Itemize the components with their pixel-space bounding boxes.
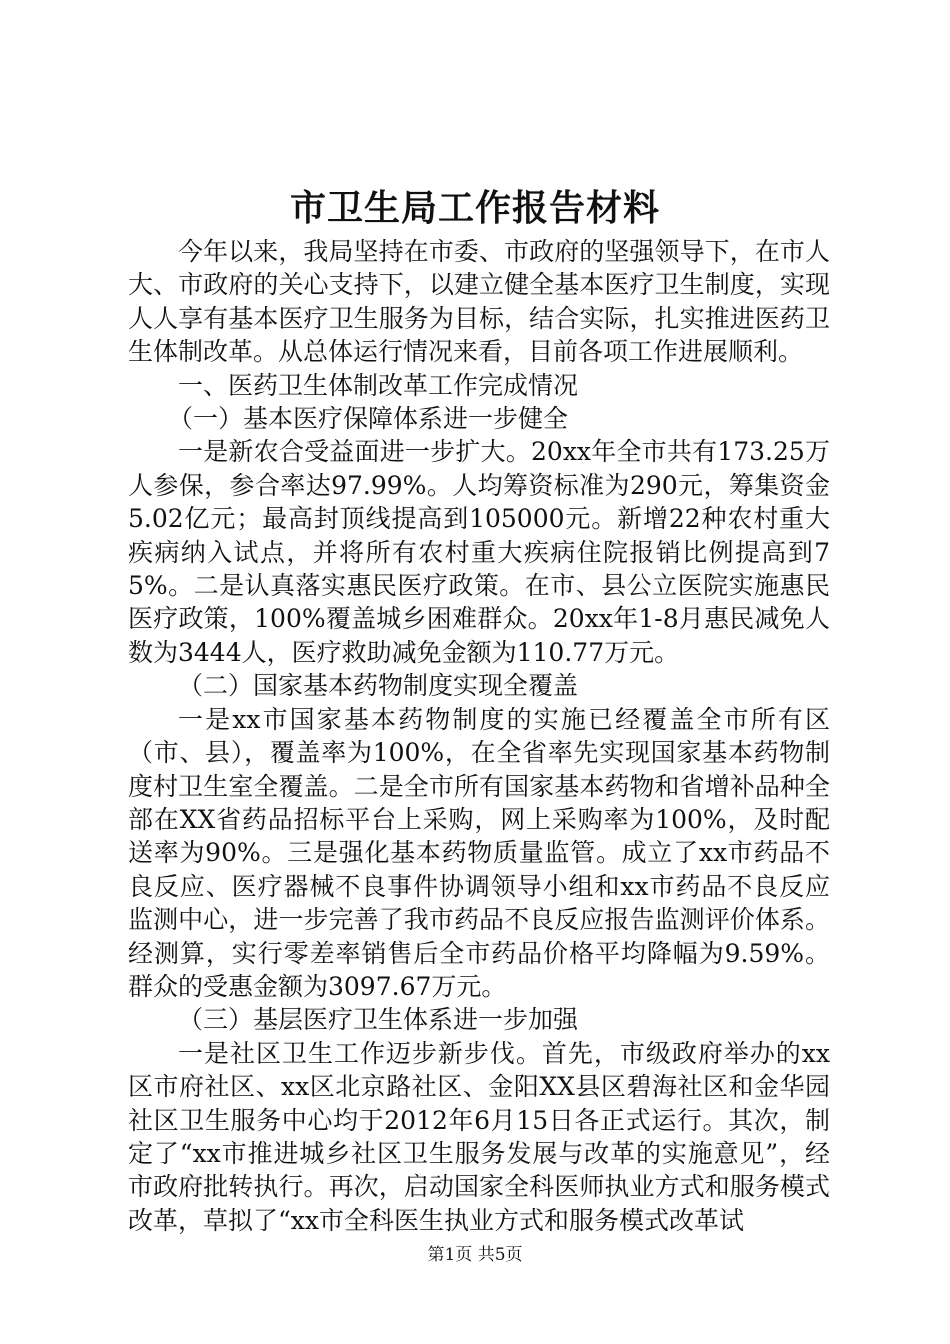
subsection-heading-2: （二）国家基本药物制度实现全覆盖 [178,671,579,701]
body-paragraph-3: 一是社区卫生工作迈步新步伐。首先，市级政府举办的xx区市府社区、xx区北京路社区、金阳XX县区碧海社区和金华园社区卫生服务中心均于2012年6月15日各正式运行。其次，制定了“xx市推进城乡社区卫生服务发展与改革的实施意见”，经市政府批转执行。再次，启动国家全科医师执业方式和服务模式改革，草拟了“xx市全科医生执业方式和服务模式改革试 [128,1038,830,1235]
subsection-heading-1: （一）基本医疗保障体系进一步健全 [168,404,569,434]
document-title: 市卫生局工作报告材料 [289,187,660,229]
body-paragraph-2: 一是xx市国家基本药物制度的实施已经覆盖全市所有区（市、县），覆盖率为100%，在全省率先实现国家基本药物制度村卫生室全覆盖。二是全市所有国家基本药物和省增补品种全部在XX省药品招标平台上采购，网上采购率为100%，及时配送率为90%。三是强化基本药物质量监管。成立了xx市药品不良反应、医疗器械不良事件协调领导小组和xx市药品不良反应监测中心，进一步完善了我市药品不良反应报告监测评价体系。经测算，实行零差率销售后全市药品价格平均降幅为9.59%。群众的受惠金额为3097.67万元。 [128,704,830,1001]
body-paragraph-1: 一是新农合受益面进一步扩大。20xx年全市共有173.25万人参保，参合率达97.99%。人均筹资标准为290元，筹集资金5.02亿元；最高封顶线提高到105000元。新增22种农村重大疾病纳入试点，并将所有农村重大疾病住院报销比例提高到75%。二是认真落实惠民医疗政策。在市、县公立医院实施惠民医疗政策，100%覆盖城乡困难群众。20xx年1-8月惠民减免人数为3444人，医疗救助减免金额为110.77万元。 [128,437,830,667]
page-indicator: 第1页 共5页 [427,1245,523,1265]
document-body [128,235,830,1237]
subsection-heading-3: （三）基层医疗卫生体系进一步加强 [178,1005,579,1035]
intro-paragraph: 今年以来，我局坚持在市委、市政府的坚强领导下，在市人大、市政府的关心支持下，以建立健全基本医疗卫生制度，实现人人享有基本医疗卫生服务为目标，结合实际，扎实推进医药卫生体制改革。从总体运行情况来看，目前各项工作进展顺利。 [128,237,830,367]
section-heading-1: 一、医药卫生体制改革工作完成情况 [178,370,579,400]
